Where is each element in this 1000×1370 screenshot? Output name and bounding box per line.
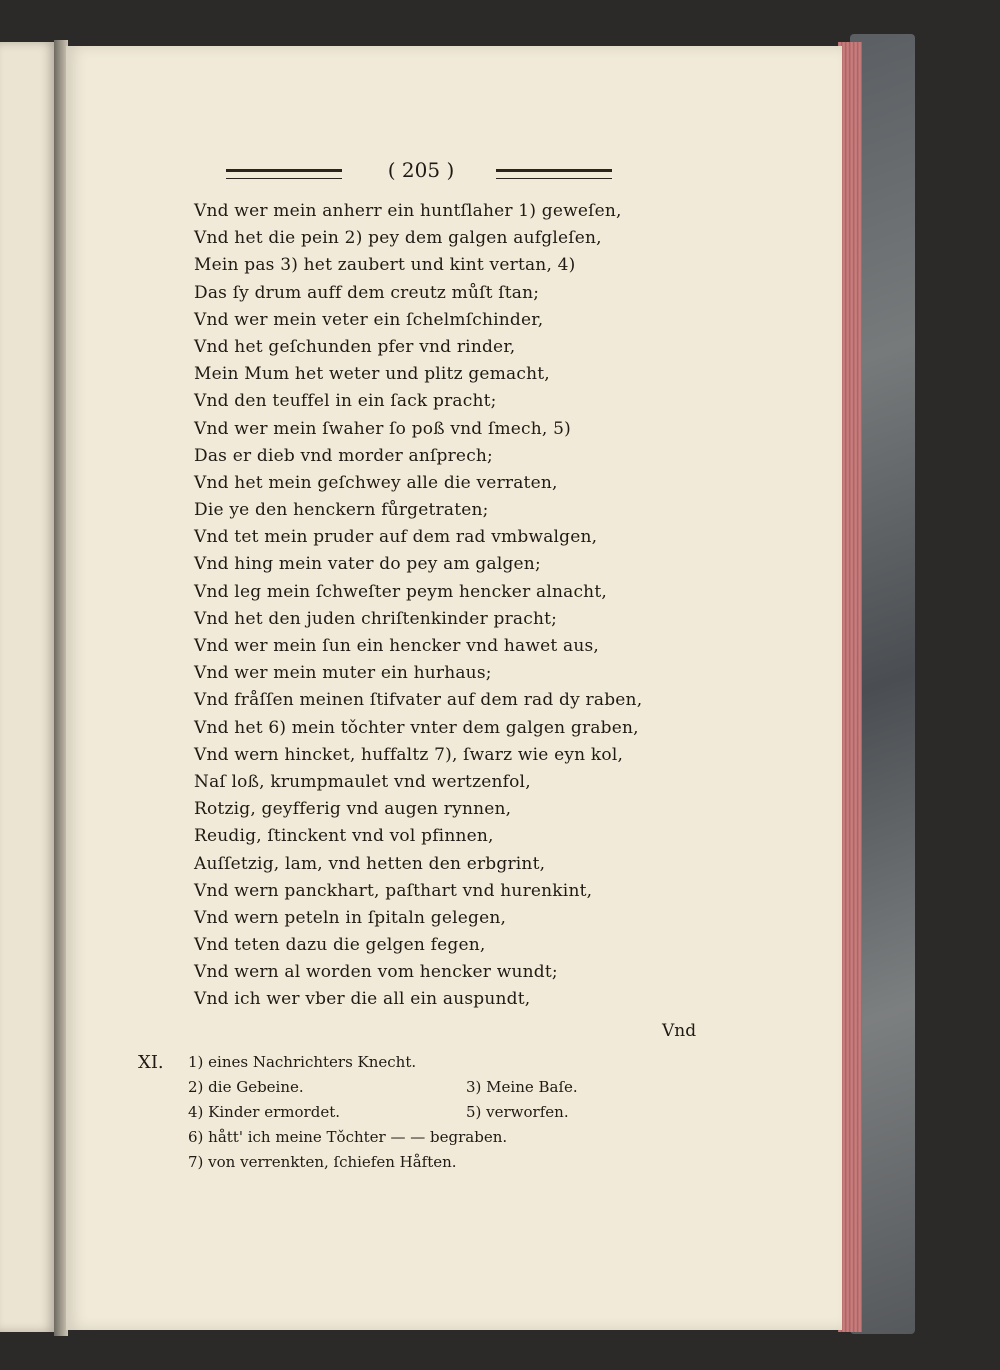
- page-header: [226, 158, 616, 188]
- verse-line: Vnd wer mein ſwaher ſo poß vnd ſmech, 5): [194, 418, 571, 439]
- verse-line: Vnd hing mein vater do pey am galgen;: [194, 554, 541, 575]
- header-rule-left: [226, 169, 342, 179]
- verse-line: Vnd het 6) mein tǒchter vnter dem galgen graben,: [194, 717, 639, 738]
- catchword: Vnd: [662, 1021, 697, 1041]
- verse-line: Vnd wer mein muter ein hurhaus;: [194, 663, 492, 684]
- verse-text: [194, 198, 754, 1014]
- verse-line: Das ſy drum auff dem creutz můſt ſtan;: [194, 282, 540, 303]
- verse-line: Vnd tet mein pruder auf dem rad vmbwalgen,: [194, 527, 598, 548]
- footnote-row: [138, 1050, 638, 1075]
- footnote-row: [138, 1100, 638, 1125]
- verse-line: Vnd den teuffel in ein ſack pracht;: [194, 391, 497, 412]
- footnote-6: 6) hått' ich meine Tǒchter — — begraben.: [188, 1128, 508, 1146]
- verse-line: Vnd wern al worden vom hencker wundt;: [194, 962, 558, 983]
- verse-line: Vnd het mein geſchwey alle die verraten,: [194, 472, 558, 493]
- header-rule-right: [496, 169, 612, 179]
- verse-line: Vnd het den juden chriſtenkinder pracht;: [194, 608, 558, 629]
- verse-line: Vnd wer mein ſun ein hencker vnd hawet aus,: [194, 636, 600, 656]
- footnote-3: 3) Meine Baſe.: [466, 1078, 578, 1096]
- verse-line: Vnd het die pein 2) pey dem galgen aufgleſen,: [194, 228, 602, 249]
- verse-line: Vnd fråſſen meinen ſtifvater auf dem rad dy raben,: [194, 690, 643, 711]
- verse-line: Vnd wern hincket, huffaltz 7), ſwarz wie eyn kol,: [194, 744, 624, 765]
- section-label: XI.: [138, 1052, 164, 1073]
- verse-line: Vnd het geſchunden pfer vnd rinder,: [194, 336, 516, 357]
- verse-line: Vnd wer mein anherr ein huntſlaher 1) geweſen,: [194, 201, 622, 221]
- verse-line: Die ye den henckern fůrgetraten;: [194, 500, 489, 521]
- book-page: [66, 46, 842, 1330]
- verse-line: Reudig, ſtinckent vnd vol pfinnen,: [194, 826, 494, 847]
- footnote-1: 1) eines Nachrichters Knecht.: [188, 1053, 417, 1071]
- footnote-row: [138, 1150, 638, 1175]
- verse-line: Vnd teten dazu die gelgen fegen,: [194, 935, 486, 956]
- verse-line: Das er dieb vnd morder anſprech;: [194, 445, 493, 466]
- verse-line: Rotzig, geyfferig vnd augen rynnen,: [194, 799, 512, 820]
- verse-line: Vnd wern peteln in ſpitaln gelegen,: [194, 907, 507, 928]
- verse-line: Mein pas 3) het zaubert und kint vertan, 4): [194, 255, 576, 276]
- verse-line: Vnd wer mein veter ein ſchelmſchinder,: [194, 309, 544, 330]
- page-number: ( 205 ): [387, 158, 455, 182]
- verse-line: Naſ loß, krumpmaulet vnd wertzenfol,: [194, 771, 531, 792]
- footnote-row: [138, 1125, 638, 1150]
- verse-line: Auſſetzig, lam, vnd hetten den erbgrint,: [194, 853, 546, 874]
- verse-line: Mein Mum het weter und plitz gemacht,: [194, 364, 550, 385]
- footnote-7: 7) von verrenkten, ſchiefen Håften.: [188, 1153, 457, 1171]
- footnote-5: 5) verworfen.: [466, 1103, 569, 1121]
- verse-line: Vnd ich wer vber die all ein auspundt,: [194, 989, 531, 1010]
- footnote-2: 2) die Gebeine.: [188, 1078, 304, 1096]
- footnote-row: [138, 1075, 638, 1100]
- verse-line: Vnd wern panckhart, paſthart vnd hurenkint,: [194, 880, 593, 901]
- verse-line: Vnd leg mein ſchweſter peym hencker alnacht,: [194, 581, 607, 602]
- footnote-4: 4) Kinder ermordet.: [188, 1103, 340, 1121]
- facing-page: [0, 42, 56, 1332]
- footnotes: [138, 1050, 638, 1175]
